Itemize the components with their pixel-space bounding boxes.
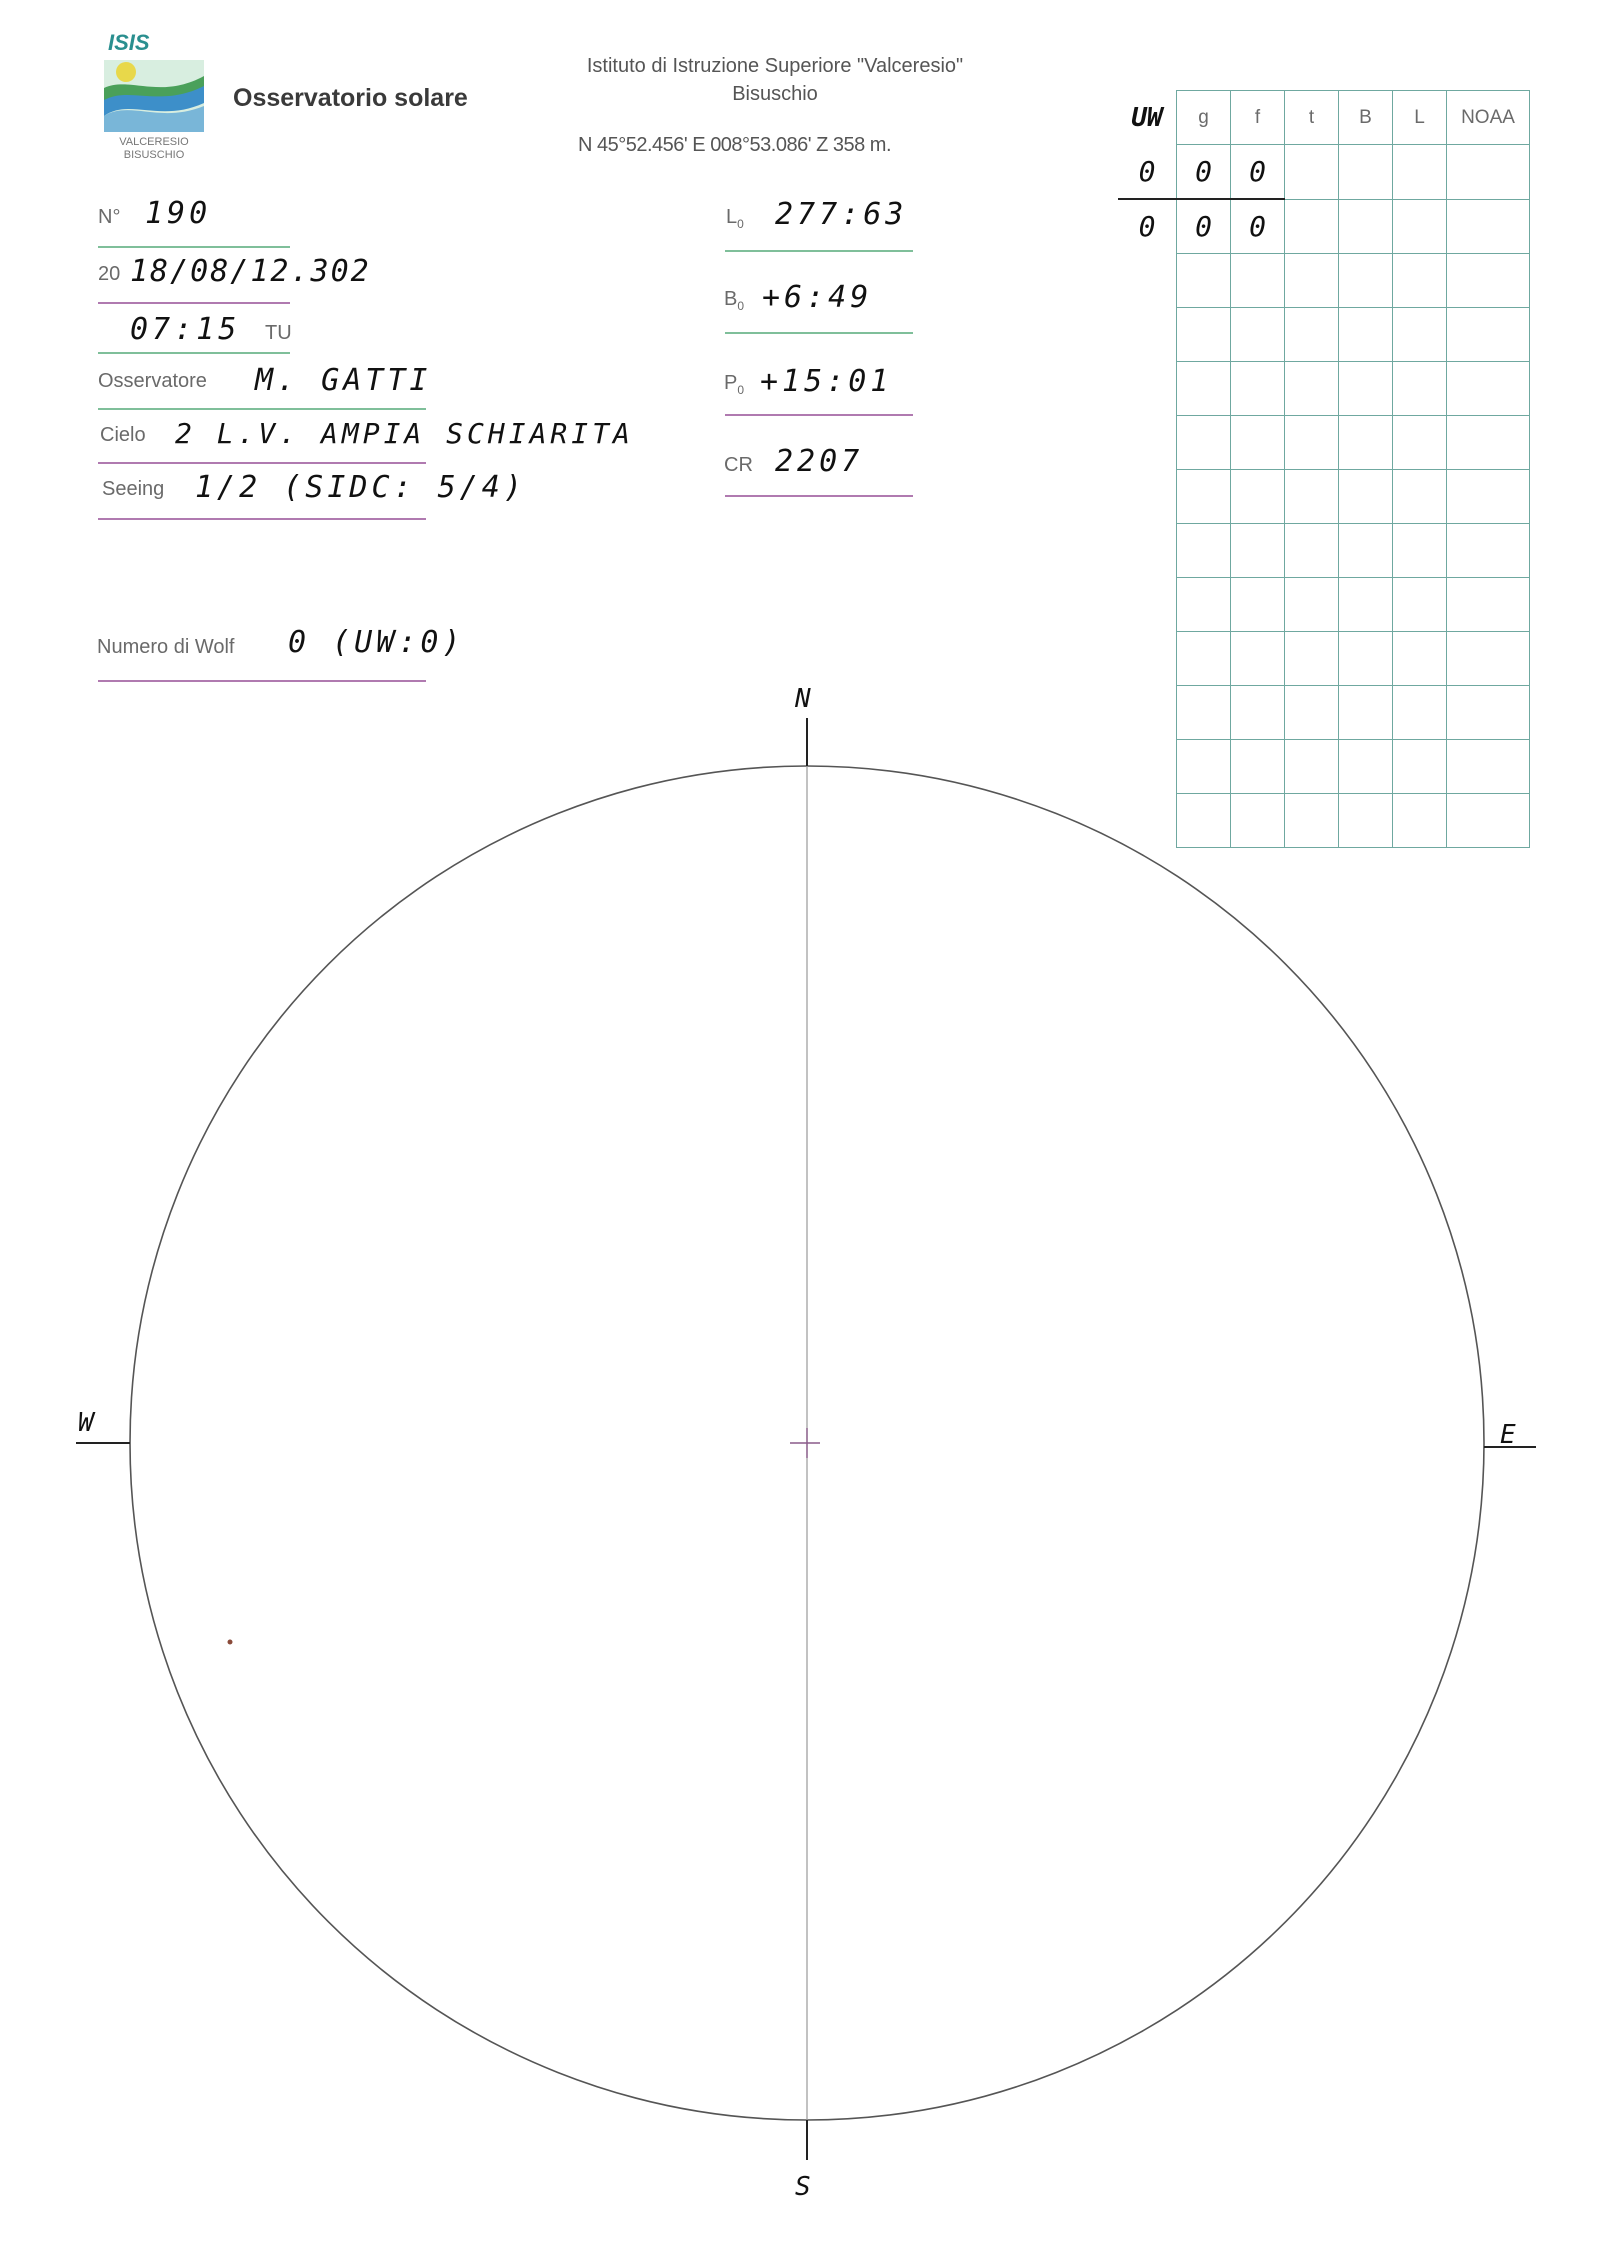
number-value: 190: [145, 196, 212, 231]
time-value: 07:15: [130, 312, 241, 347]
l0-value: 277:63: [775, 197, 908, 232]
wolf-value: 0 (UW:0): [288, 625, 465, 660]
wolf-label: Numero di Wolf: [97, 636, 235, 658]
cr-label: CR: [724, 454, 753, 476]
cell-g: 0: [1177, 145, 1231, 200]
compass-east: E: [1500, 1420, 1516, 1450]
p0-value: +15:01: [760, 364, 893, 399]
institute-name: Istituto di Istruzione Superiore "Valceresio": [586, 55, 964, 77]
cell-f: 0: [1231, 145, 1285, 200]
cell-uw: 0: [1118, 145, 1177, 200]
number-label: N°: [98, 206, 121, 228]
time-unit: TU: [265, 322, 292, 344]
observatory-coordinates: N 45°52.456' E 008°53.086' Z 358 m.: [578, 134, 892, 156]
seeing-label: Seeing: [102, 478, 165, 500]
small-spot-mark: [228, 1640, 233, 1645]
compass-west: W: [78, 1408, 94, 1438]
observer-label: Osservatore: [98, 370, 207, 392]
cell-g: 0: [1177, 199, 1231, 254]
l0-label: $L_0$: [726, 206, 744, 231]
cr-value: 2207: [775, 444, 864, 479]
header-uw: UW: [1131, 102, 1163, 133]
sky-label: Cielo: [100, 424, 146, 446]
institute-town: Bisuschio: [732, 83, 818, 105]
header-g: g: [1177, 91, 1231, 145]
page-title: Osservatorio solare: [233, 84, 468, 112]
date-value: 18/08/12.302: [130, 254, 371, 289]
logo-caption-1: VALCERESIO: [119, 136, 189, 148]
header-b: B: [1339, 91, 1393, 145]
compass-south: S: [795, 2172, 811, 2202]
header-t: t: [1285, 91, 1339, 145]
seeing-value: 1/2 (SIDC: 5/4): [195, 470, 526, 505]
b0-label: $B_0$: [724, 288, 745, 313]
header-f: f: [1231, 91, 1285, 145]
observer-value: M. GATTI: [255, 363, 432, 398]
compass-north: N: [795, 684, 811, 714]
date-prefix: 20: [98, 263, 121, 285]
logo-text: ISIS: [108, 30, 150, 55]
sky-value: 2 L.V. AMPIA SCHIARITA: [175, 417, 634, 450]
cell-uw: 0: [1138, 210, 1156, 244]
p0-label: $P_0$: [724, 372, 745, 397]
header-l: L: [1393, 91, 1447, 145]
cell-f: 0: [1231, 199, 1285, 254]
header-noaa: NOAA: [1447, 91, 1530, 145]
b0-value: +6:49: [762, 280, 873, 315]
logo-caption-2: BISUSCHIO: [123, 149, 185, 161]
